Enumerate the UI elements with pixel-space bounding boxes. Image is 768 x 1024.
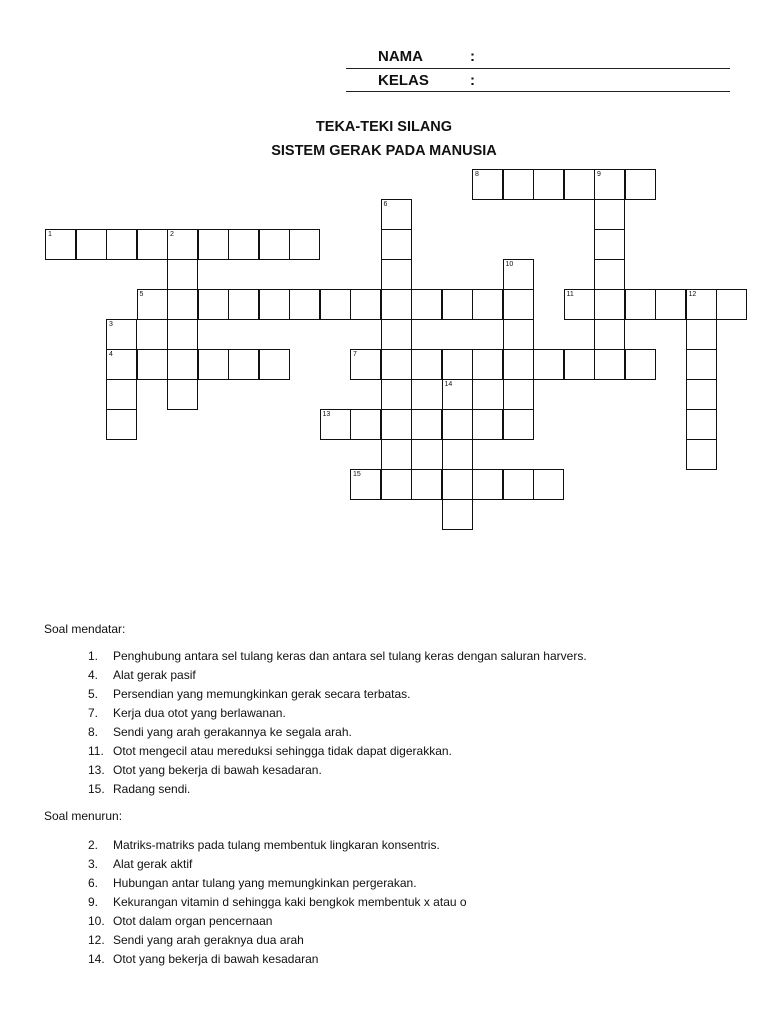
crossword-cell[interactable] (228, 289, 259, 320)
clue-number: 2. (88, 838, 99, 852)
crossword-cell[interactable] (716, 289, 747, 320)
crossword-cell[interactable] (45, 229, 76, 260)
clue-text: Alat gerak pasif (113, 668, 196, 682)
down-clue (88, 874, 467, 893)
clue-text: Otot yang bekerja di bawah kesadaran (113, 952, 319, 966)
crossword-cell[interactable] (472, 289, 503, 320)
crossword-cell[interactable] (106, 319, 137, 350)
across-clue (88, 685, 587, 704)
down-clue-list (88, 836, 467, 969)
clue-text: Alat gerak aktif (113, 857, 193, 871)
crossword-cell[interactable] (686, 379, 717, 410)
name-label: NAMA (378, 48, 423, 65)
clue-text: Kerja dua otot yang berlawanan. (113, 706, 286, 720)
crossword-cell[interactable] (167, 259, 198, 290)
crossword-cell[interactable] (594, 259, 625, 290)
clue-number: 5. (88, 687, 99, 701)
crossword-cell[interactable] (350, 349, 381, 380)
clue-text: Penghubung antara sel tulang keras dan antara sel tulang keras dengan saluran harvers. (113, 649, 587, 663)
clue-text: Otot mengecil atau mereduksi sehingga tidak dapat digerakkan. (113, 744, 452, 758)
clue-number: 9. (88, 895, 99, 909)
clue-text: Sendi yang arah gerakannya ke segala arah. (113, 725, 352, 739)
clue-number: 3. (88, 857, 99, 871)
crossword-cell[interactable] (594, 319, 625, 350)
crossword-cell[interactable] (381, 469, 412, 500)
crossword-cell[interactable] (350, 469, 381, 500)
crossword-cell[interactable] (564, 289, 595, 320)
crossword-cell[interactable] (442, 379, 473, 410)
crossword-cell[interactable] (198, 289, 229, 320)
crossword-cell[interactable] (442, 409, 473, 440)
clue-number: 3 (109, 321, 113, 328)
crossword-cell[interactable] (320, 409, 351, 440)
crossword-cell[interactable] (106, 409, 137, 440)
across-clue (88, 761, 587, 780)
clue-number: 9 (597, 171, 601, 178)
crossword-cell[interactable] (350, 409, 381, 440)
clue-text: Sendi yang arah geraknya dua arah (113, 933, 304, 947)
class-colon: : (470, 72, 475, 89)
across-heading: Soal mendatar: (44, 622, 126, 636)
crossword-cell[interactable] (106, 379, 137, 410)
across-clue (88, 742, 587, 761)
clue-number: 4. (88, 668, 99, 682)
crossword-cell[interactable] (289, 229, 320, 260)
crossword-cell[interactable] (259, 289, 290, 320)
clue-number: 12 (688, 291, 697, 298)
crossword-cell[interactable] (503, 169, 534, 200)
crossword-cell[interactable] (442, 499, 473, 530)
worksheet-title: TEKA-TEKI SILANG (315, 119, 453, 135)
down-clue (88, 950, 467, 969)
crossword-cell[interactable] (76, 229, 107, 260)
clue-number: 10 (505, 261, 514, 268)
crossword-cell[interactable] (625, 349, 656, 380)
crossword-cell[interactable] (167, 289, 198, 320)
crossword-cell[interactable] (594, 289, 625, 320)
crossword-cell[interactable] (381, 349, 412, 380)
clue-number: 11. (88, 744, 104, 758)
crossword-cell[interactable] (503, 379, 534, 410)
crossword-cell[interactable] (381, 319, 412, 350)
clue-number: 12. (88, 933, 105, 947)
crossword-cell[interactable] (320, 289, 351, 320)
across-clue (88, 647, 587, 666)
crossword-cell[interactable] (381, 229, 412, 260)
clue-number: 6 (383, 201, 388, 208)
crossword-cell[interactable] (137, 289, 168, 320)
crossword-cell[interactable] (625, 289, 656, 320)
crossword-cell[interactable] (625, 169, 656, 200)
clue-number: 1 (48, 231, 52, 238)
clue-number: 8 (475, 171, 479, 178)
crossword-cell[interactable] (564, 169, 595, 200)
crossword-cell[interactable] (411, 409, 442, 440)
down-clue (88, 912, 467, 931)
crossword-cell[interactable] (381, 409, 412, 440)
crossword-cell[interactable] (503, 409, 534, 440)
crossword-cell[interactable] (411, 349, 442, 380)
crossword-cell[interactable] (686, 349, 717, 380)
across-clue-list (88, 647, 587, 799)
crossword-cell[interactable] (259, 349, 290, 380)
down-heading: Soal menurun: (44, 809, 123, 823)
clue-text: Hubungan antar tulang yang memungkinkan pergerakan. (113, 876, 417, 890)
clue-text: Radang sendi. (113, 782, 191, 796)
crossword-cell[interactable] (106, 349, 137, 380)
crossword-cell[interactable] (411, 469, 442, 500)
clue-number: 15 (353, 471, 361, 478)
crossword-cell[interactable] (442, 439, 473, 470)
crossword-cell[interactable] (686, 319, 717, 350)
crossword-cell[interactable] (533, 469, 564, 500)
clue-number: 15. (88, 782, 105, 796)
crossword-cell[interactable] (472, 469, 503, 500)
crossword-cell[interactable] (381, 199, 412, 230)
crossword-cell[interactable] (411, 289, 442, 320)
clue-number: 13. (88, 763, 105, 777)
worksheet-subtitle: SISTEM GERAK PADA MANUSIA (271, 143, 497, 159)
clue-text: Otot dalam organ pencernaan (113, 914, 273, 928)
crossword-cell[interactable] (137, 229, 168, 260)
crossword-cell[interactable] (167, 349, 198, 380)
crossword-cell[interactable] (655, 289, 686, 320)
clue-text: Matriks-matriks pada tulang membentuk lingkaran konsentris. (113, 838, 440, 852)
crossword-cell[interactable] (350, 289, 381, 320)
across-clue (88, 723, 587, 742)
crossword-cell[interactable] (594, 229, 625, 260)
name-colon: : (470, 48, 475, 65)
clue-number: 14. (88, 952, 105, 966)
clue-number: 13 (322, 411, 331, 418)
clue-text: Kekurangan vitamin d sehingga kaki bengkok membentuk x atau o (113, 895, 467, 909)
crossword-cell[interactable] (503, 259, 534, 290)
clue-number: 7 (353, 351, 357, 358)
clue-number: 6. (88, 876, 99, 890)
crossword-cell[interactable] (472, 349, 503, 380)
class-label: KELAS (378, 72, 429, 89)
clue-number: 8. (88, 725, 99, 739)
crossword-cell[interactable] (259, 229, 290, 260)
down-clue (88, 855, 467, 874)
crossword-cell[interactable] (167, 229, 198, 260)
crossword-cell[interactable] (472, 409, 503, 440)
crossword-cell[interactable] (594, 199, 625, 230)
clue-number: 7. (88, 706, 99, 720)
crossword-cell[interactable] (106, 229, 137, 260)
crossword-cell[interactable] (533, 169, 564, 200)
clue-number: 5 (139, 291, 144, 298)
crossword-cell[interactable] (167, 379, 198, 410)
crossword-cell[interactable] (228, 349, 259, 380)
crossword-cell[interactable] (503, 349, 534, 380)
down-clue (88, 893, 467, 912)
crossword-cell[interactable] (686, 289, 717, 320)
crossword-cell[interactable] (503, 469, 534, 500)
across-clue (88, 666, 587, 685)
clue-number: 4 (109, 351, 113, 358)
crossword-cell[interactable] (381, 379, 412, 410)
crossword-cell[interactable] (564, 349, 595, 380)
crossword-cell[interactable] (381, 439, 412, 470)
across-clue (88, 704, 587, 723)
crossword-cell[interactable] (442, 349, 473, 380)
crossword-cell[interactable] (594, 349, 625, 380)
crossword-cell[interactable] (167, 319, 198, 350)
clue-number: 14 (444, 381, 453, 388)
clue-number: 10. (88, 914, 105, 928)
down-clue (88, 931, 467, 950)
crossword-cell[interactable] (228, 229, 259, 260)
clue-text: Otot yang bekerja di bawah kesadaran. (113, 763, 322, 777)
crossword-cell[interactable] (198, 349, 229, 380)
crossword-cell[interactable] (381, 289, 412, 320)
across-clue (88, 780, 587, 799)
crossword-cell[interactable] (686, 409, 717, 440)
crossword-cell[interactable] (472, 169, 503, 200)
crossword-cell[interactable] (503, 289, 534, 320)
down-clue (88, 836, 467, 855)
crossword-cell[interactable] (442, 289, 473, 320)
crossword-cell[interactable] (198, 229, 229, 260)
clue-text: Persendian yang memungkinkan gerak secara terbatas. (113, 687, 411, 701)
crossword-cell[interactable] (289, 289, 320, 320)
clue-number: 2 (170, 231, 174, 238)
clue-number: 11 (566, 291, 574, 298)
crossword-cell[interactable] (686, 439, 717, 470)
crossword-cell[interactable] (442, 469, 473, 500)
crossword-cell[interactable] (137, 349, 168, 380)
crossword-cell[interactable] (381, 259, 412, 290)
clue-number: 1. (88, 649, 99, 663)
crossword-cell[interactable] (533, 349, 564, 380)
crossword-cell[interactable] (594, 169, 625, 200)
crossword-cell[interactable] (503, 319, 534, 350)
